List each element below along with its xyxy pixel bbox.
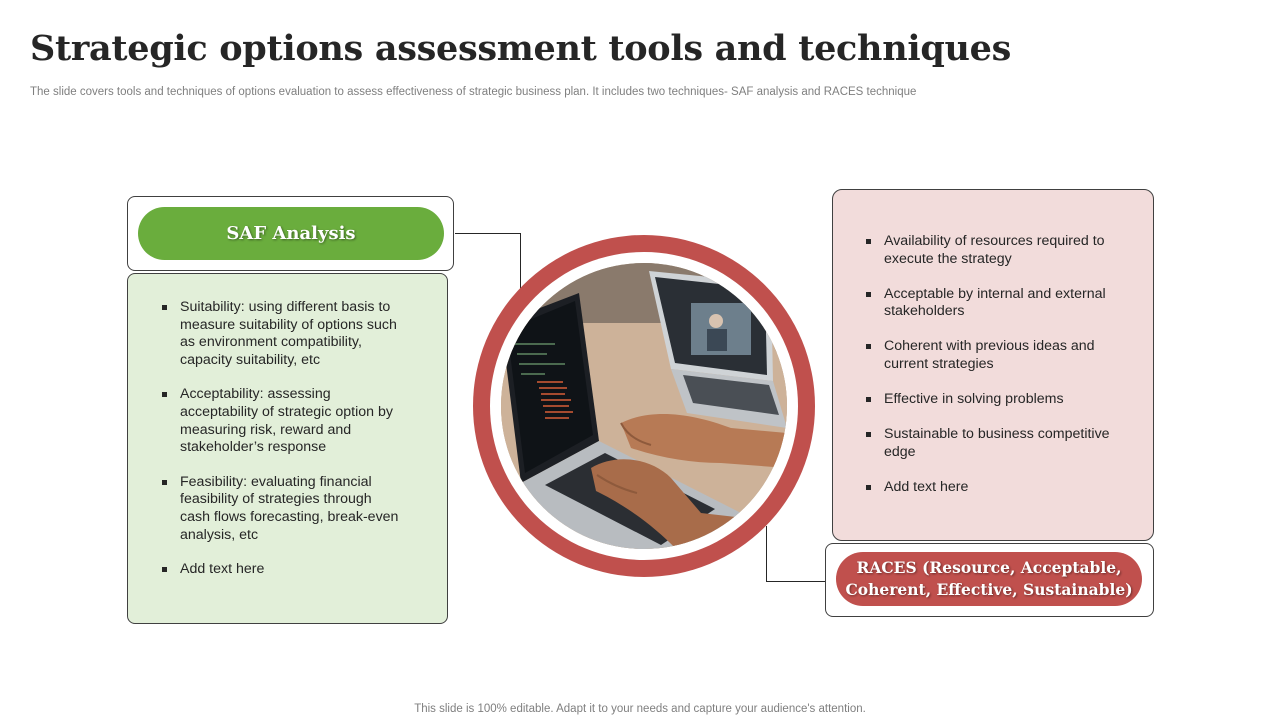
laptop-typing-photo (501, 263, 787, 549)
races-item-coherent: Coherent with previous ideas and current strategies (864, 338, 1124, 373)
saf-bullet-list (160, 299, 400, 596)
races-item-add-text: Add text here (864, 479, 1124, 497)
connector-races-horizontal (766, 581, 826, 582)
connector-saf-vertical (520, 233, 521, 290)
slide-footer: This slide is 100% editable. Adapt it to your needs and capture your audience's attention. (414, 703, 866, 715)
races-item-effective: Effective in solving problems (864, 391, 1124, 409)
saf-item-feasibility: Feasibility: evaluating financial feasibility of strategies through cash flows forecasting, break-even analysis, etc (160, 474, 400, 544)
saf-analysis-label: SAF Analysis (138, 207, 444, 260)
saf-item-acceptability: Acceptability: assessing acceptability of strategic option by measuring risk, reward and stakeholder’s response (160, 386, 400, 456)
saf-item-suitability: Suitability: using different basis to measure suitability of options such as environment compatibility, capacity suitability, etc (160, 299, 400, 369)
races-item-acceptable: Acceptable by internal and external stakeholders (864, 286, 1124, 321)
connector-saf-horizontal (455, 233, 521, 234)
connector-races-vertical (766, 526, 767, 582)
races-label: RACES (Resource, Acceptable, Coherent, Effective, Sustainable) (836, 552, 1142, 606)
saf-item-add-text: Add text here (160, 561, 400, 579)
slide-subtitle: The slide covers tools and techniques of options evaluation to assess effectiveness of strategic business plan. It includes two techniques- SAF analysis and RACES technique (30, 86, 917, 98)
races-bullet-list (864, 233, 1124, 514)
races-item-resource: Availability of resources required to execute the strategy (864, 233, 1124, 268)
slide-title: Strategic options assessment tools and techniques (30, 28, 1012, 69)
races-item-sustainable: Sustainable to business competitive edge (864, 426, 1124, 461)
